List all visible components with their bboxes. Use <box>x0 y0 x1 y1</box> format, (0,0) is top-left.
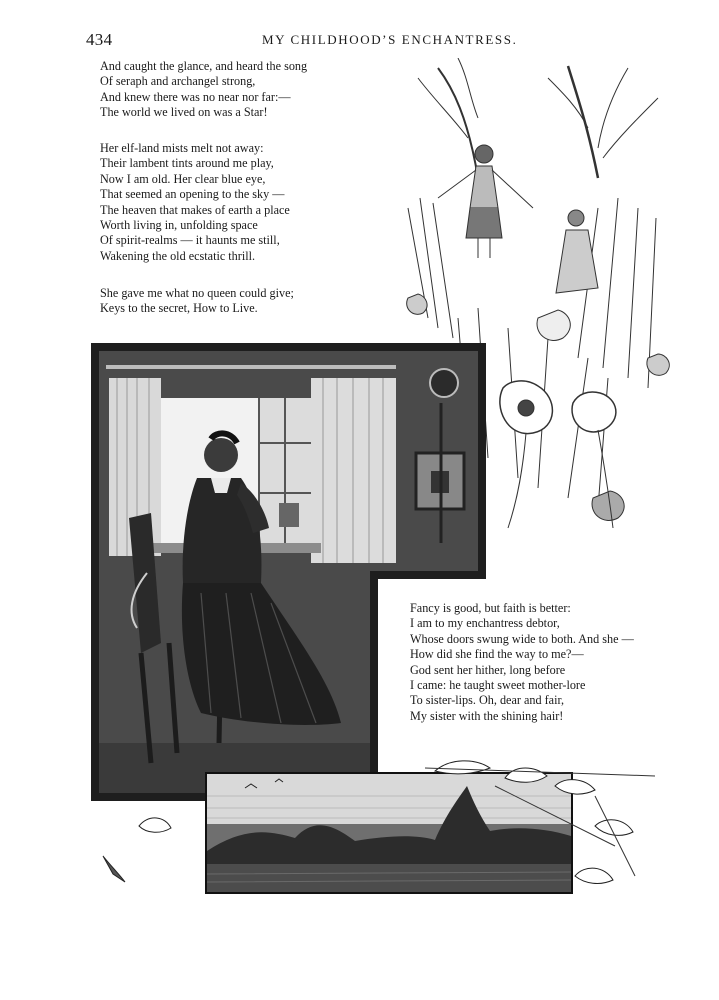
verse-line: The heaven that makes of earth a place <box>100 202 290 217</box>
stanza-1 <box>100 59 307 121</box>
verse-line: Of spirit-realms — it haunts me still, <box>100 233 280 248</box>
verse-line: The world we lived on was a Star! <box>100 105 268 120</box>
stanza-2 <box>100 141 290 264</box>
landscape-vignette-illustration <box>95 756 675 906</box>
running-title: MY CHILDHOOD’S ENCHANTRESS. <box>262 32 518 47</box>
verse-line: And knew there was no near nor far:— <box>100 89 291 104</box>
verse-line: Whose doors swung wide to both. And she — <box>410 631 634 646</box>
verse-line: I am to my enchantress debtor, <box>410 616 560 631</box>
verse-line: Worth living in, unfolding space <box>100 218 258 233</box>
stanza-3 <box>100 286 294 317</box>
verse-line: Of seraph and archangel strong, <box>100 74 256 89</box>
verse-line: Keys to the secret, How to Live. <box>100 301 258 316</box>
page-number: 434 <box>86 30 113 49</box>
verse-line: Fancy is good, but faith is better: <box>410 601 571 615</box>
verse-line: Now I am old. Her clear blue eye, <box>100 171 266 186</box>
verse-line: To sister-lips. Oh, dear and fair, <box>410 693 565 708</box>
verse-line: Her elf-land mists melt not away: <box>100 141 264 155</box>
verse-line: I came: he taught sweet mother-lore <box>410 678 586 693</box>
verse-line: She gave me what no queen could give; <box>100 286 294 300</box>
verse-line: My sister with the shining hair! <box>410 708 564 723</box>
woman-at-window-illustration <box>91 343 486 803</box>
verse-line: Their lambent tints around me play, <box>100 156 274 171</box>
verse-line: That seemed an opening to the sky — <box>100 187 285 202</box>
verse-line: And caught the glance, and heard the song <box>100 59 308 73</box>
verse-line: God sent her hither, long before <box>410 662 566 677</box>
verse-line: How did she find the way to me?— <box>410 647 584 662</box>
verse-line: Wakening the old ecstatic thrill. <box>100 248 256 263</box>
